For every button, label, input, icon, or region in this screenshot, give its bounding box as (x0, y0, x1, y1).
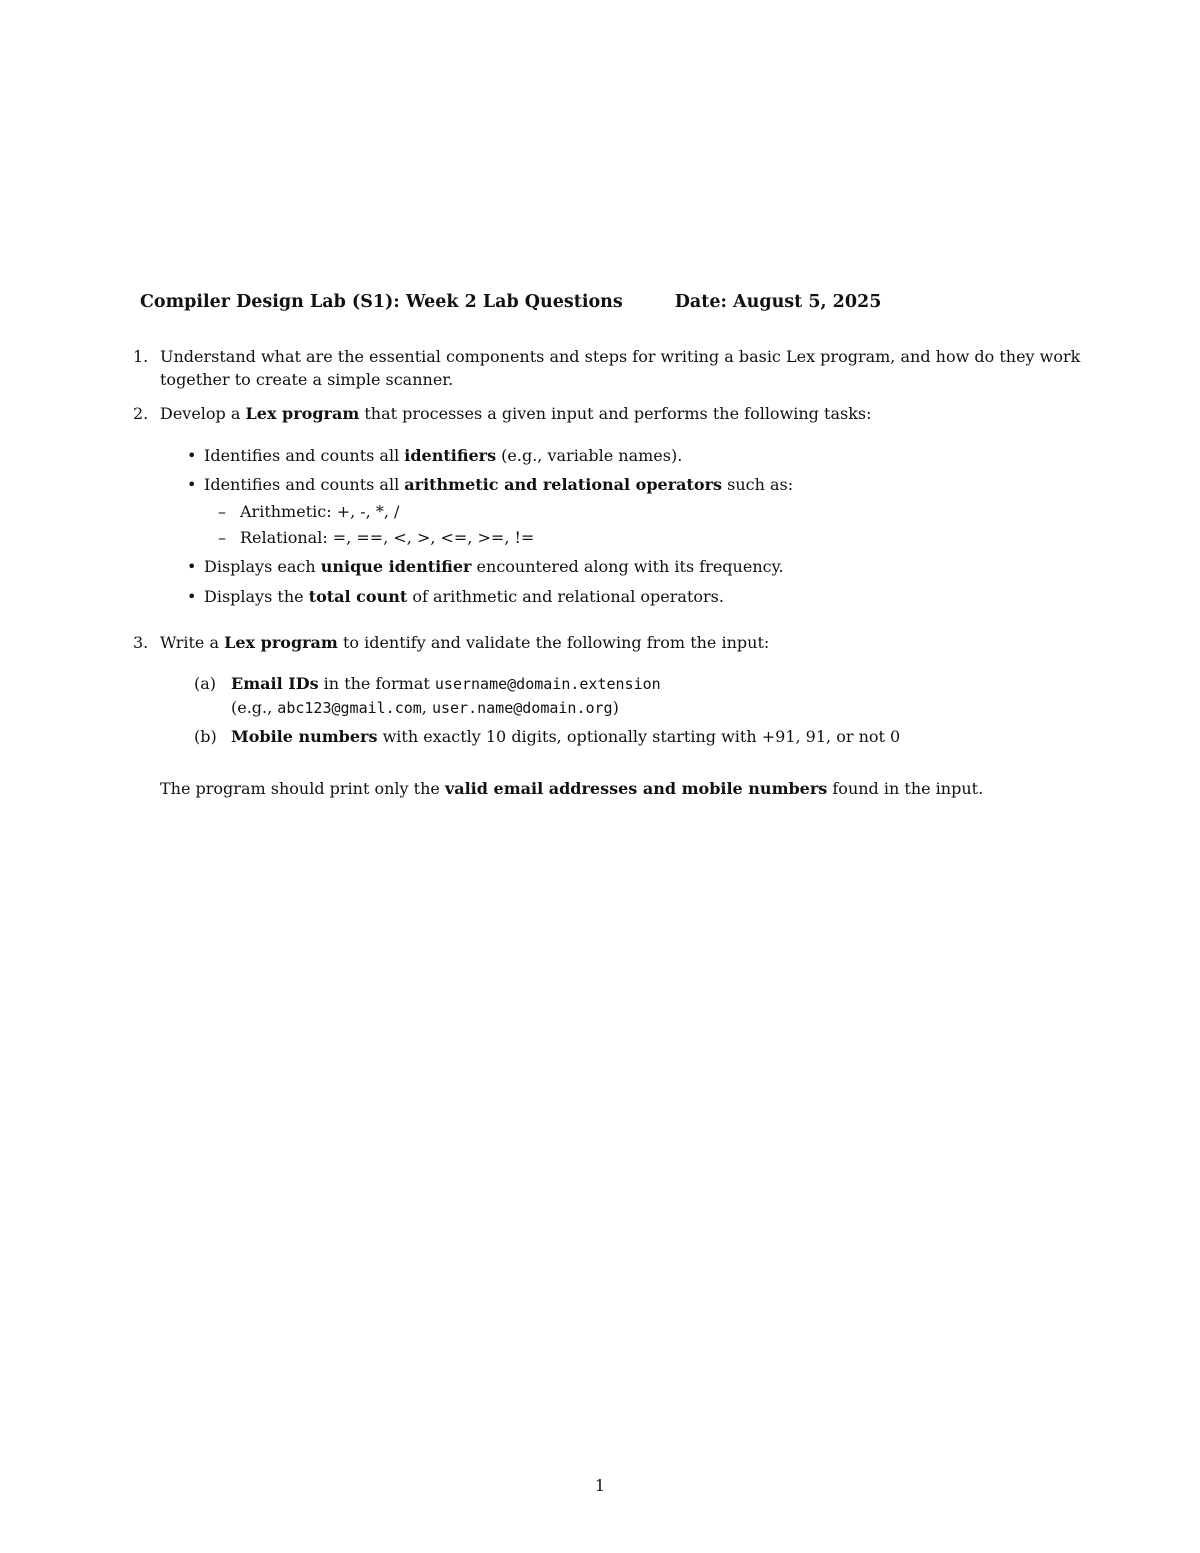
question-intro (160, 631, 1093, 654)
email-example: abc123@gmail.com (277, 698, 422, 717)
item-emphasis: Mobile numbers (231, 727, 378, 747)
operator-item-relational (218, 526, 1093, 549)
task-item (187, 585, 1093, 608)
item-body (231, 725, 900, 748)
email-format: username@domain.extension (434, 674, 661, 693)
task-text: Displays each (204, 557, 321, 577)
email-example: user.name@domain.org (431, 698, 613, 717)
question-number: 3. (133, 632, 149, 652)
task-text: Identifies and counts all (204, 445, 405, 465)
question-number: 1. (133, 347, 149, 366)
task-emphasis: unique identifier (320, 557, 472, 577)
intro-text: Write a (160, 632, 225, 652)
document-header (140, 290, 881, 315)
task-text: (e.g., variable names). (496, 445, 683, 465)
operator-item-arithmetic (218, 500, 1093, 523)
document-date: Date: August 5, 2025 (674, 292, 882, 312)
intro-text: that processes a given input and performs the following tasks: (359, 404, 872, 424)
closing-emphasis: valid email addresses and mobile numbers (444, 778, 828, 798)
question-number: 2. (133, 404, 149, 424)
operator-values: =, ==, <, >, <=, >=, != (332, 528, 535, 548)
example-text: ) (612, 697, 619, 717)
item-emphasis: Email IDs (231, 673, 319, 693)
intro-text: to identify and validate the following from the input: (337, 632, 770, 652)
question-body (160, 631, 1093, 800)
task-list (160, 444, 1093, 608)
task-text: encountered along with its frequency. (471, 557, 784, 577)
question-intro (160, 402, 1093, 425)
closing-text: The program should print only the (160, 778, 445, 798)
operator-label: Arithmetic: (240, 501, 332, 521)
dash-icon: – (218, 528, 226, 548)
bullet-icon: • (187, 586, 197, 606)
task-item (187, 473, 1093, 550)
item-text: with exactly 10 digits, optionally starting with +91, 91, or not 0 (377, 727, 901, 747)
intro-emphasis: Lex program (245, 404, 360, 424)
bullet-icon: • (187, 557, 197, 577)
example-text: , (421, 697, 432, 717)
task-emphasis: arithmetic and relational operators (404, 474, 723, 494)
intro-text: Develop a (160, 404, 246, 424)
task-emphasis: identifiers (404, 445, 497, 465)
item-label: (b) (194, 727, 217, 747)
dash-icon: – (218, 501, 226, 521)
question-2 (133, 402, 1093, 619)
question-list (133, 345, 1093, 811)
email-examples (231, 696, 661, 720)
task-item (187, 555, 1093, 578)
bullet-icon: • (187, 445, 197, 465)
validation-list (160, 672, 1093, 749)
question-1 (133, 345, 1093, 391)
question-3 (133, 631, 1093, 800)
page-number: 1 (594, 1476, 606, 1495)
validation-item-email (194, 672, 1093, 720)
item-body (231, 672, 661, 720)
closing-note (160, 777, 1093, 800)
closing-text: found in the input. (827, 778, 984, 798)
question-body (160, 402, 1093, 619)
task-text: Displays the (204, 586, 309, 606)
item-text: in the format (318, 673, 435, 693)
task-text: of arithmetic and relational operators. (407, 586, 724, 606)
bullet-icon: • (187, 474, 197, 494)
intro-emphasis: Lex program (224, 632, 338, 652)
operator-values: +, -, *, / (336, 501, 400, 521)
operator-list (204, 500, 1093, 549)
example-text: (e.g., (231, 697, 278, 717)
item-label: (a) (194, 673, 217, 693)
task-text: such as: (722, 474, 794, 494)
question-text: Understand what are the essential components and steps for writing a basic Lex program, and how do they work together to create a simple scanner. (160, 347, 1081, 390)
task-text: Identifies and counts all (204, 474, 405, 494)
task-item (187, 444, 1093, 467)
validation-item-mobile (194, 725, 1093, 748)
operator-label: Relational: (240, 528, 328, 548)
document-title: Compiler Design Lab (S1): Week 2 Lab Questions (140, 292, 623, 312)
task-emphasis: total count (308, 586, 408, 606)
